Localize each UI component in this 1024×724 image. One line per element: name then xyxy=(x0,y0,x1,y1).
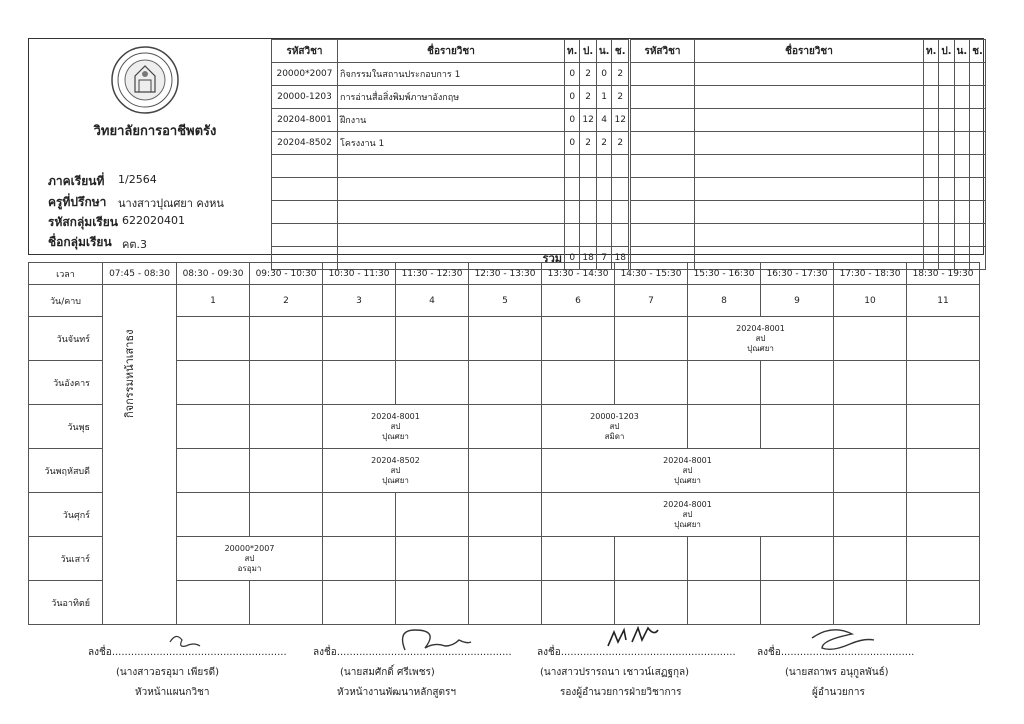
day-label: วันพุธ xyxy=(29,405,103,449)
subject-table-right xyxy=(630,39,986,270)
period-number: 11 xyxy=(907,285,980,317)
col-name-header: ชื่อรายวิชา xyxy=(338,40,565,63)
time-slot: 13:30 - 14:30 xyxy=(542,263,615,285)
time-slot: 18:30 - 19:30 xyxy=(907,263,980,285)
col-n-header: น. xyxy=(596,40,612,63)
period-number: 6 xyxy=(542,285,615,317)
sign-line-3: ลงชื่อ....................................................... xyxy=(537,647,736,658)
table-row xyxy=(272,63,629,86)
col-c-header: ช. xyxy=(970,40,986,63)
block-teacher: สมิดา xyxy=(604,431,625,441)
time-slot: 08:30 - 09:30 xyxy=(177,263,250,285)
college-name: วิทยาลัยการอาชีพตรัง xyxy=(93,124,217,139)
table-row xyxy=(272,86,629,109)
period-number: 5 xyxy=(469,285,542,317)
class-block xyxy=(542,449,834,493)
term-label: ภาคเรียนที่ xyxy=(48,174,105,188)
table-row xyxy=(631,155,986,178)
col-n-header: น. xyxy=(954,40,970,63)
signer-role: หัวหน้าแผนกวิชา xyxy=(135,687,210,698)
signer-name: (นายสถาพร อนุกูลพันธ์) xyxy=(785,667,889,678)
col-p-header: ป. xyxy=(939,40,954,63)
sign-line-2: ลงชื่อ....................................................... xyxy=(313,647,512,658)
time-slot: 12:30 - 13:30 xyxy=(469,263,542,285)
table-row xyxy=(631,224,986,247)
signer-role: รองผู้อำนวยการฝ่ายวิชาการ xyxy=(560,687,682,698)
col-c-header: ช. xyxy=(612,40,628,63)
time-slot: 11:30 - 12:30 xyxy=(396,263,469,285)
time-slot: 14:30 - 15:30 xyxy=(615,263,688,285)
table-row xyxy=(631,201,986,224)
morning-activity-label: กิจกรรมหน้าเสาธง xyxy=(123,329,136,418)
time-slot: 09:30 - 10:30 xyxy=(250,263,323,285)
table-row xyxy=(272,132,629,155)
col-code-header: รหัสวิชา xyxy=(272,40,338,63)
block-teacher: ปุณศยา xyxy=(674,519,701,529)
period-number: 1 xyxy=(177,285,250,317)
advisor-label: ครูที่ปรึกษา xyxy=(48,195,107,209)
time-slot: 16:30 - 17:30 xyxy=(761,263,834,285)
table-row xyxy=(272,178,629,201)
timetable xyxy=(28,262,980,625)
subject-c: 12 xyxy=(612,109,628,132)
subject-c: 2 xyxy=(612,63,628,86)
subject-n: 4 xyxy=(596,109,612,132)
sign-label: ลงชื่อ xyxy=(88,647,112,658)
signer-name: (นายสมศักดิ์ ศรีเพชร) xyxy=(340,667,435,678)
subject-n: 1 xyxy=(596,86,612,109)
class-block xyxy=(323,405,469,449)
col-t-header: ท. xyxy=(924,40,939,63)
block-room: สป xyxy=(390,465,401,475)
period-number: 2 xyxy=(250,285,323,317)
class-block xyxy=(177,537,323,581)
subject-t: 0 xyxy=(565,86,580,109)
sign-label: ลงชื่อ xyxy=(313,647,337,658)
block-code: 20204-8502 xyxy=(371,455,420,465)
subject-c: 2 xyxy=(612,86,628,109)
morning-activity-cell xyxy=(103,285,177,625)
day-label: วันศุกร์ xyxy=(29,493,103,537)
table-row xyxy=(272,155,629,178)
total-c: 18 xyxy=(612,247,628,270)
total-label: รวม xyxy=(338,247,565,270)
subject-c: 2 xyxy=(612,132,628,155)
subject-p: 2 xyxy=(580,132,596,155)
subject-code: 20204-8001 xyxy=(272,109,338,132)
block-room: สป xyxy=(244,553,255,563)
table-row xyxy=(631,178,986,201)
col-code-header: รหัสวิชา xyxy=(631,40,695,63)
subject-n: 0 xyxy=(596,63,612,86)
term-value: 1/2564 xyxy=(118,173,157,186)
subject-p: 2 xyxy=(580,63,596,86)
col-name-header: ชื่อรายวิชา xyxy=(695,40,924,63)
day-label: วันจันทร์ xyxy=(29,317,103,361)
sign-label: ลงชื่อ xyxy=(757,647,781,658)
table-row xyxy=(272,224,629,247)
class-block xyxy=(323,449,469,493)
table-row xyxy=(272,109,629,132)
block-room: สป xyxy=(609,421,620,431)
group-name-value: คต.3 xyxy=(122,238,147,251)
block-code: 20204-8001 xyxy=(663,499,712,509)
sign-line-4: ลงชื่อ.......................................... xyxy=(757,647,915,658)
time-slot: 07:45 - 08:30 xyxy=(103,263,177,285)
block-room: สป xyxy=(755,333,766,343)
subject-name: ฝึกงาน xyxy=(338,109,565,132)
group-code-value: 622020401 xyxy=(122,214,185,227)
subject-name: การอ่านสื่อสิ่งพิมพ์ภาษาอังกฤษ xyxy=(338,86,565,109)
subject-p: 2 xyxy=(580,86,596,109)
subject-name: โครงงาน 1 xyxy=(338,132,565,155)
signer-name: (นางสาวอรอุมา เพียรดี) xyxy=(116,667,219,678)
day-label: วันพฤหัสบดี xyxy=(29,449,103,493)
block-code: 20204-8001 xyxy=(663,455,712,465)
block-teacher: ปุณศยา xyxy=(382,431,409,441)
block-room: สป xyxy=(682,465,693,475)
subject-code: 20204-8502 xyxy=(272,132,338,155)
block-teacher: ปุณศยา xyxy=(382,475,409,485)
subject-code: 20000-1203 xyxy=(272,86,338,109)
table-row xyxy=(272,201,629,224)
table-row xyxy=(631,86,986,109)
subject-t: 0 xyxy=(565,109,580,132)
sign-line-1: ลงชื่อ....................................................... xyxy=(88,647,287,658)
subject-table-left xyxy=(271,39,629,270)
block-teacher: อรอุมา xyxy=(237,563,262,573)
group-name-label: ชื่อกลุ่มเรียน xyxy=(48,235,112,249)
table-row xyxy=(631,109,986,132)
block-code: 20204-8001 xyxy=(371,411,420,421)
block-teacher: ปุณศยา xyxy=(674,475,701,485)
class-block xyxy=(688,317,834,361)
block-code: 20000-1203 xyxy=(590,411,639,421)
table-row xyxy=(631,63,986,86)
period-number: 10 xyxy=(834,285,907,317)
period-label: วัน/คาบ xyxy=(29,285,103,317)
block-room: สป xyxy=(682,509,693,519)
advisor-value: นางสาวปุณศยา คงหน xyxy=(118,197,224,210)
subject-t: 0 xyxy=(565,63,580,86)
signer-role: หัวหน้างานพัฒนาหลักสูตรฯ xyxy=(337,687,457,698)
group-code-label: รหัสกลุ่มเรียน xyxy=(48,215,118,229)
col-t-header: ท. xyxy=(565,40,580,63)
time-label: เวลา xyxy=(29,263,103,285)
signer-name: (นางสาวปรารถนา เชาวน์เสฏฐกุล) xyxy=(540,667,690,678)
subject-n: 2 xyxy=(596,132,612,155)
block-teacher: ปุณศยา xyxy=(747,343,774,353)
total-n: 7 xyxy=(596,247,612,270)
subject-t: 0 xyxy=(565,132,580,155)
period-number: 9 xyxy=(761,285,834,317)
signer-role: ผู้อำนวยการ xyxy=(812,687,865,698)
period-number: 3 xyxy=(323,285,396,317)
period-number: 8 xyxy=(688,285,761,317)
subject-code: 20000*2007 xyxy=(272,63,338,86)
total-p: 18 xyxy=(580,247,596,270)
class-block xyxy=(542,493,834,537)
time-slot: 15:30 - 16:30 xyxy=(688,263,761,285)
time-slot: 17:30 - 18:30 xyxy=(834,263,907,285)
day-label: วันอาทิตย์ xyxy=(29,581,103,625)
time-slot: 10:30 - 11:30 xyxy=(323,263,396,285)
block-code: 20204-8001 xyxy=(736,323,785,333)
col-p-header: ป. xyxy=(580,40,596,63)
table-row xyxy=(631,132,986,155)
block-code: 20000*2007 xyxy=(224,543,275,553)
period-number: 4 xyxy=(396,285,469,317)
block-room: สป xyxy=(390,421,401,431)
day-label: วันเสาร์ xyxy=(29,537,103,581)
subject-name: กิจกรรมในสถานประกอบการ 1 xyxy=(338,63,565,86)
total-t: 0 xyxy=(565,247,580,270)
sign-label: ลงชื่อ xyxy=(537,647,561,658)
class-block xyxy=(542,405,688,449)
period-number: 7 xyxy=(615,285,688,317)
subject-p: 12 xyxy=(580,109,596,132)
day-label: วันอังคาร xyxy=(29,361,103,405)
